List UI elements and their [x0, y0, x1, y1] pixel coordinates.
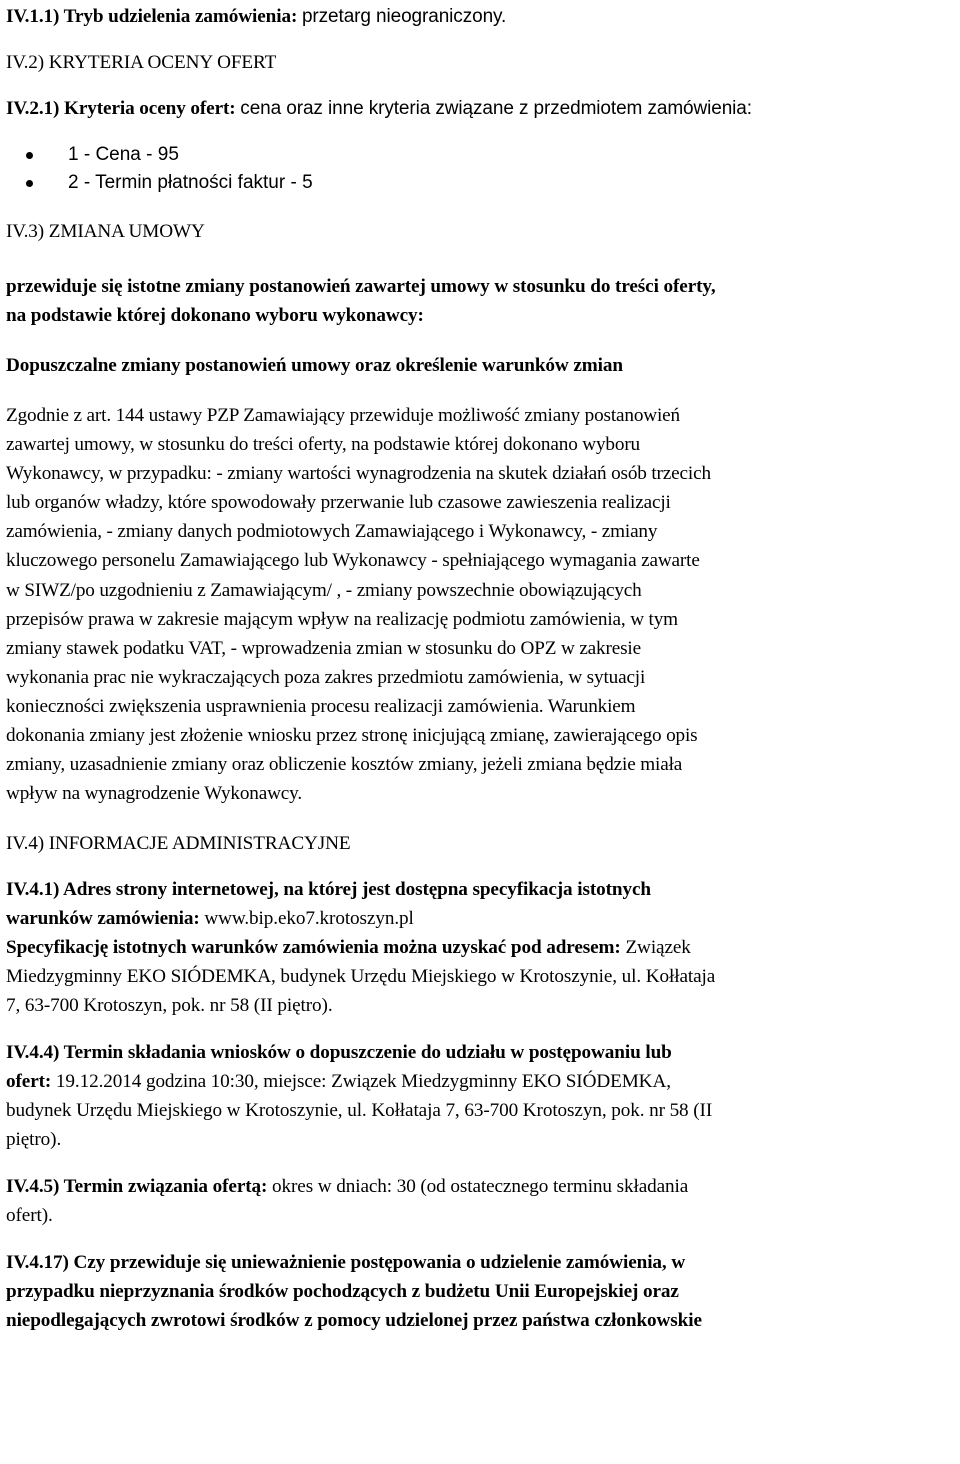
- zwiazanie-value-2: ofert).: [6, 1205, 53, 1227]
- body-line: zmiany, uzasadnienie zmiany oraz obliczenie kosztów zmiany, jeżeli zmiana będzie miała: [6, 754, 683, 776]
- specyfikacja-line-1: [6, 933, 956, 962]
- criterion-text: 2 - Termin płatności faktur - 5: [68, 172, 313, 193]
- body-line: konieczności zwiększenia usprawnienia procesu realizacji zamówienia. Warunkiem: [6, 695, 636, 717]
- criteria-list: [6, 141, 956, 197]
- section-iv-1-1: [6, 2, 956, 31]
- termin-value-2: budynek Urzędu Miejskiego w Krotoszynie, ul. Kołłataja 7, 63-700 Krotoszyn, pok. nr 58 (II: [6, 1100, 713, 1122]
- termin-value-1: 19.12.2014 godzina 10:30, miejsce: Związek Miedzygminny EKO SIÓDEMKA,: [55, 1071, 671, 1093]
- bullet-icon: [26, 152, 33, 159]
- adres-line-2: [6, 904, 956, 933]
- section-iv-3-heading: IV.3) ZMIANA UMOWY: [6, 221, 205, 242]
- zwiazanie-line-1: [6, 1172, 956, 1201]
- zmiany-subheading: Dopuszczalne zmiany postanowień umowy oraz określenie warunków zmian: [6, 355, 623, 376]
- body-line: zamówienia, - zmiany danych podmiotowych Zamawiającego i Wykonawcy, - zmiany: [6, 521, 658, 543]
- tryb-label: IV.1.1) Tryb udzielenia zamówienia:: [6, 6, 298, 27]
- body-line: zmiany stawek podatku VAT, - wprowadzenia zmian w stosunku do OPZ w zakresie: [6, 637, 641, 659]
- body-line: przepisów prawa w zakresie mającym wpływ na realizację podmiotu zamówienia, w tym: [6, 608, 678, 630]
- termin-label-line-1: IV.4.4) Termin składania wniosków o dopuszczenie do udziału w postępowaniu lub: [6, 1042, 672, 1064]
- body-line: kluczowego personelu Zamawiającego lub Wykonawcy - spełniającego wymagania zawarte: [6, 550, 700, 572]
- list-item: [26, 169, 956, 197]
- uniewaznienie-line-3: niepodlegających zwrotowi środków z pomocy udzielonej przez państwa członkowskie: [6, 1310, 702, 1332]
- section-iv-2-heading: IV.2) KRYTERIA OCENY OFERT: [6, 52, 277, 73]
- zwiazanie-value-1: okres w dniach: 30 (od ostatecznego terminu składania: [272, 1176, 689, 1198]
- specyfikacja-value-3: 7, 63-700 Krotoszyn, pok. nr 58 (II piętro).: [6, 995, 333, 1017]
- kryteria-label: IV.2.1) Kryteria oceny ofert:: [6, 98, 236, 119]
- list-item: [26, 141, 956, 169]
- zmiany-bold-line-2: na podstawie której dokonano wyboru wykonawcy:: [6, 305, 424, 326]
- body-line: Wykonawcy, w przypadku: - zmiany wartości wynagrodzenia na skutek działań osób trzecich: [6, 463, 711, 485]
- uniewaznienie-line-1: IV.4.17) Czy przewiduje się unieważnienie postępowania o udzielenie zamówienia, w: [6, 1252, 686, 1274]
- body-line: zawartej umowy, w stosunku do treści oferty, na podstawie której dokonano wyboru: [6, 434, 641, 456]
- body-line: wykonania prac nie wykraczających poza zakres przedmiotu zamówienia, w sytuacji: [6, 666, 646, 688]
- adres-label-line-1: IV.4.1) Adres strony internetowej, na której jest dostępna specyfikacja istotnych: [6, 879, 651, 901]
- adres-label-line-2: warunków zamówienia:: [6, 908, 200, 930]
- body-line: lub organów władzy, które spowodowały przerwanie lub czasowe zawieszenia realizacji: [6, 492, 671, 514]
- body-line: w SIWZ/po uzgodnieniu z Zamawiającym/ , - zmiany powszechnie obowiązujących: [6, 579, 642, 601]
- termin-value-3: piętro).: [6, 1129, 62, 1151]
- termin-label-line-2: ofert:: [6, 1071, 52, 1093]
- zmiany-bold-line-1: przewiduje się istotne zmiany postanowień zawartej umowy w stosunku do treści oferty,: [6, 276, 716, 297]
- zmiany-body: [6, 401, 956, 808]
- tryb-value: przetarg nieograniczony.: [301, 6, 507, 27]
- section-iv-4-heading: IV.4) INFORMACJE ADMINISTRACYJNE: [6, 833, 351, 855]
- body-line: wpływ na wynagrodzenie Wykonawcy.: [6, 783, 303, 805]
- specification-url: www.bip.eko7.krotoszyn.pl: [204, 908, 414, 930]
- specyfikacja-value-1: Związek: [625, 937, 691, 959]
- kryteria-value: cena oraz inne kryteria związane z przedmiotem zamówienia:: [240, 98, 752, 119]
- body-line: Zgodnie z art. 144 ustawy PZP Zamawiający przewiduje możliwość zmiany postanowień: [6, 405, 680, 426]
- termin-line-2: [6, 1067, 956, 1096]
- bullet-icon: [26, 180, 33, 187]
- uniewaznienie-line-2: przypadku nieprzyznania środków pochodzących z budżetu Unii Europejskiej oraz: [6, 1281, 679, 1303]
- body-line: dokonania zmiany jest złożenie wniosku przez stronę inicjującą zmianę, zawierającego opis: [6, 725, 698, 747]
- zwiazanie-label: IV.4.5) Termin związania ofertą:: [6, 1176, 268, 1198]
- document-page: [6, 0, 956, 1335]
- criterion-text: 1 - Cena - 95: [68, 144, 179, 165]
- specyfikacja-value-2: Miedzygminny EKO SIÓDEMKA, budynek Urzędu Miejskiego w Krotoszynie, ul. Kołłataja: [6, 966, 716, 988]
- specyfikacja-label: Specyfikację istotnych warunków zamówienia można uzyskać pod adresem:: [6, 937, 621, 959]
- section-iv-2-1: [6, 94, 956, 123]
